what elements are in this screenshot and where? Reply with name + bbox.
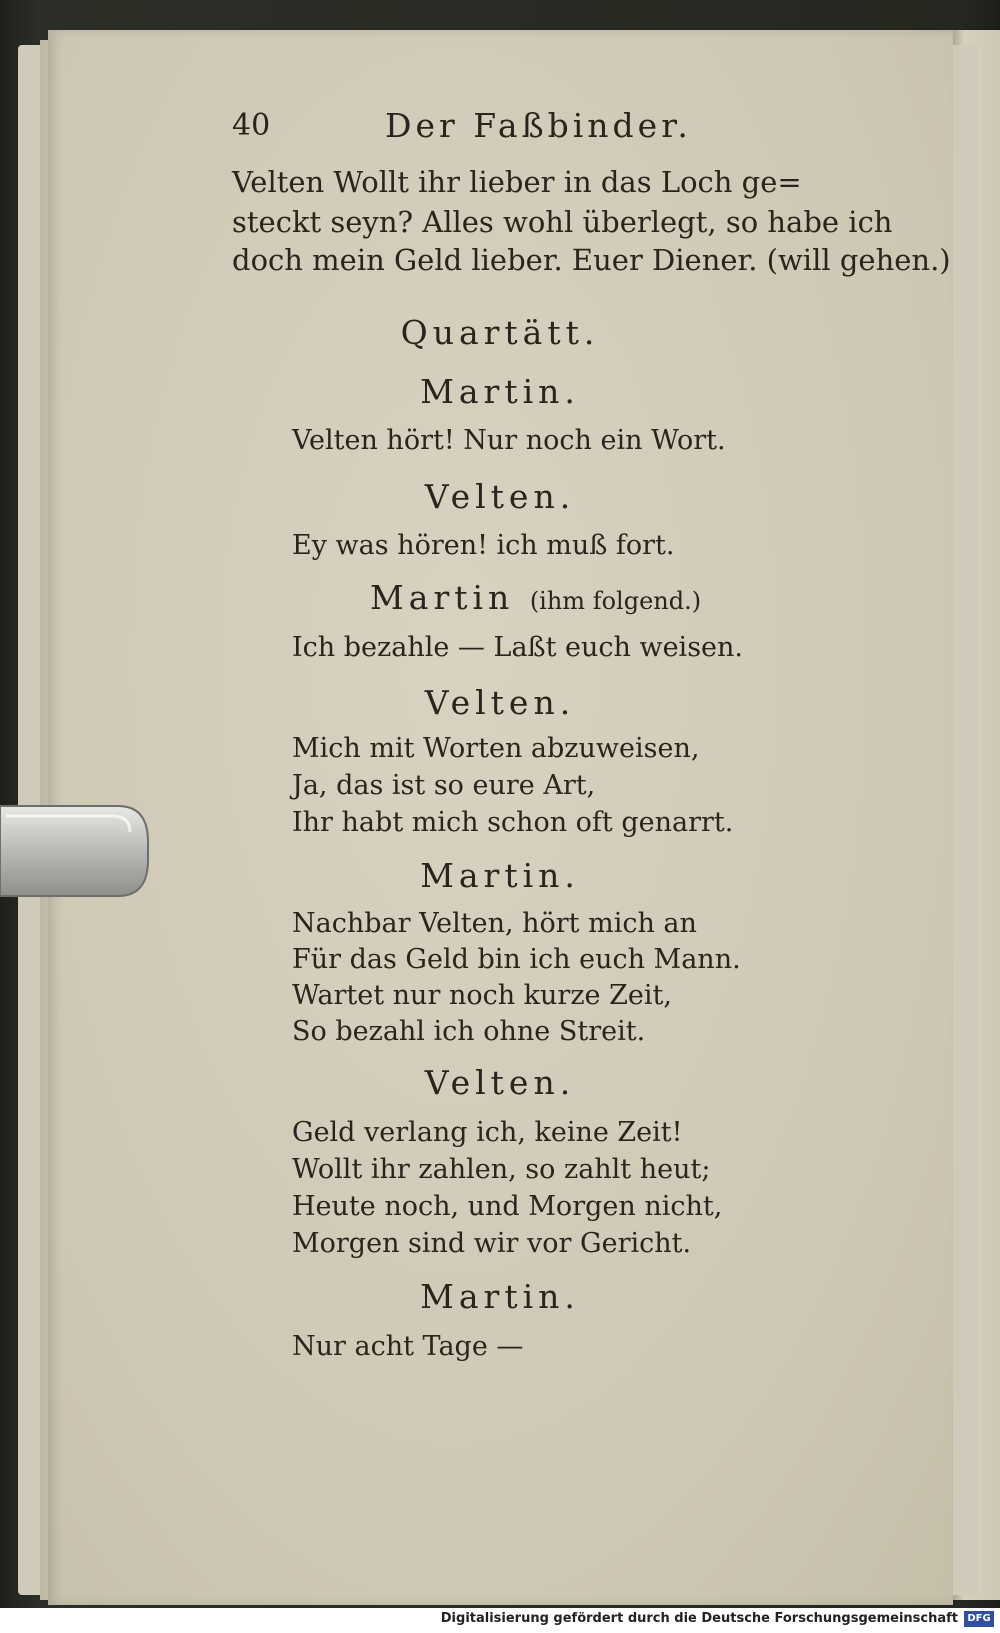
verse-line: Heute noch, und Morgen nicht, bbox=[292, 1191, 723, 1222]
verse-line: Ihr habt mich schon oft genarrt. bbox=[292, 807, 734, 838]
intro-line: steckt seyn? Alles wohl überlegt, so habe ich bbox=[232, 205, 893, 239]
speaker-name: Martin. bbox=[420, 372, 580, 411]
stage-direction: (ihm folgend.) bbox=[529, 587, 702, 615]
verse-line: Geld verlang ich, keine Zeit! bbox=[292, 1117, 683, 1148]
verse-line: Ja, das ist so eure Art, bbox=[292, 770, 596, 801]
speaker-label: Martin bbox=[370, 578, 515, 617]
verse-line: Nur acht Tage — bbox=[292, 1331, 524, 1362]
verse-line: Ich bezahle — Laßt euch weisen. bbox=[292, 632, 743, 663]
running-title: Der Faßbinder. bbox=[385, 106, 692, 145]
speaker-name: Martin. bbox=[420, 1277, 580, 1316]
verse-line: Nachbar Velten, hört mich an bbox=[292, 908, 697, 939]
verse-line: Velten hört! Nur noch ein Wort. bbox=[292, 425, 726, 456]
verse-line: Für das Geld bin ich euch Mann. bbox=[292, 944, 741, 975]
speaker-name: Velten. bbox=[424, 1063, 576, 1102]
verse-line: Mich mit Worten abzuweisen, bbox=[292, 733, 700, 764]
page-number: 40 bbox=[232, 108, 271, 143]
verse-line: Ey was hören! ich muß fort. bbox=[292, 530, 675, 561]
speaker-name: Velten. bbox=[424, 683, 576, 722]
verse-line: Morgen sind wir vor Gericht. bbox=[292, 1228, 692, 1259]
page-clip bbox=[0, 802, 150, 902]
footer-credit: Digitalisierung gefördert durch die Deutsche Forschungsgemeinschaft bbox=[440, 1611, 958, 1626]
intro-line: Velten Wollt ihr lieber in das Loch ge= bbox=[232, 165, 802, 199]
dfg-logo: DFG bbox=[964, 1611, 994, 1627]
speaker-name bbox=[370, 578, 701, 617]
verse-line: Wollt ihr zahlen, so zahlt heut; bbox=[292, 1154, 711, 1185]
section-title: Quartätt. bbox=[400, 313, 600, 352]
speaker-name: Velten. bbox=[424, 477, 576, 516]
verse-line: So bezahl ich ohne Streit. bbox=[292, 1016, 646, 1047]
verse-line: Wartet nur noch kurze Zeit, bbox=[292, 980, 672, 1011]
speaker-name: Martin. bbox=[420, 856, 580, 895]
intro-line: doch mein Geld lieber. Euer Diener. (will gehen.) bbox=[232, 243, 951, 277]
